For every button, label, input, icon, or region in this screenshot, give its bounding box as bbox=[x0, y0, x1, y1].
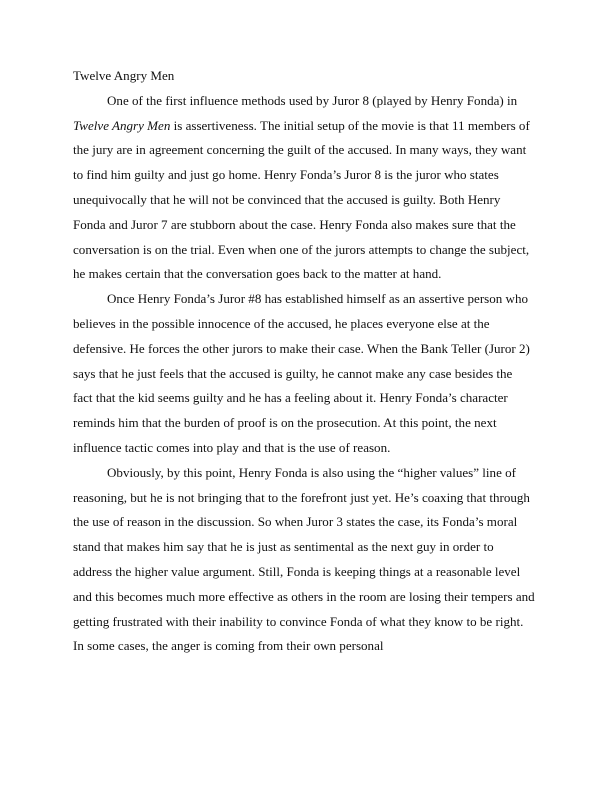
paragraph-1-text-end: is assertiveness. The initial setup of the movie is that 11 members of the jury are in agreement concerning the guilt of the accused. In many ways, they want to find him guilty and just go home. Henry Fonda’s Juror 8 is the juror who states unequivocally that he will not be convinced that the accused is guilty. Both Henry Fonda and Juror 7 are stubborn about the case. Henry Fonda also makes sure that the conversation is on the trial. Even when one of the jurors attempts to change the subject, he makes certain that the conversation goes back to the matter at hand. bbox=[73, 117, 530, 282]
paragraph-3: Obviously, by this point, Henry Fonda is also using the “higher values” line of reasoning, but he is not bringing that to the forefront just yet. He’s coaxing that through the use of reason in the discussion. So when Juror 3 states the case, its Fonda’s moral stand that makes him say that he is just as sentimental as the next guy in order to address the higher value argument. Still, Fonda is keeping things at a reasonable level and this becomes much more effective as others in the room are losing their tempers and getting frustrated with their inability to convince Fonda of what they know to be right. In some cases, the anger is coming from their own personal bbox=[73, 464, 535, 654]
film-title-italic: Twelve Angry Men bbox=[73, 117, 171, 133]
paragraph-1 bbox=[73, 89, 535, 287]
paragraph-1-text-start: One of the first influence methods used by Juror 8 (played by Henry Fonda) in bbox=[107, 92, 518, 108]
paragraph-2: Once Henry Fonda’s Juror #8 has established himself as an assertive person who believes in the possible innocence of the accused, he places everyone else at the defensive. He forces the other jurors to make their case. When the Bank Teller (Juror 2) says that he just feels that the accused is guilty, he cannot make any case besides the fact that the kid seems guilty and he has a feeling about it. Henry Fonda’s character reminds him that the burden of proof is on the prosecution. At this point, the next influence tactic comes into play and that is the use of reason. bbox=[73, 291, 530, 455]
document-body bbox=[73, 64, 535, 659]
document-title: Twelve Angry Men bbox=[73, 68, 175, 83]
